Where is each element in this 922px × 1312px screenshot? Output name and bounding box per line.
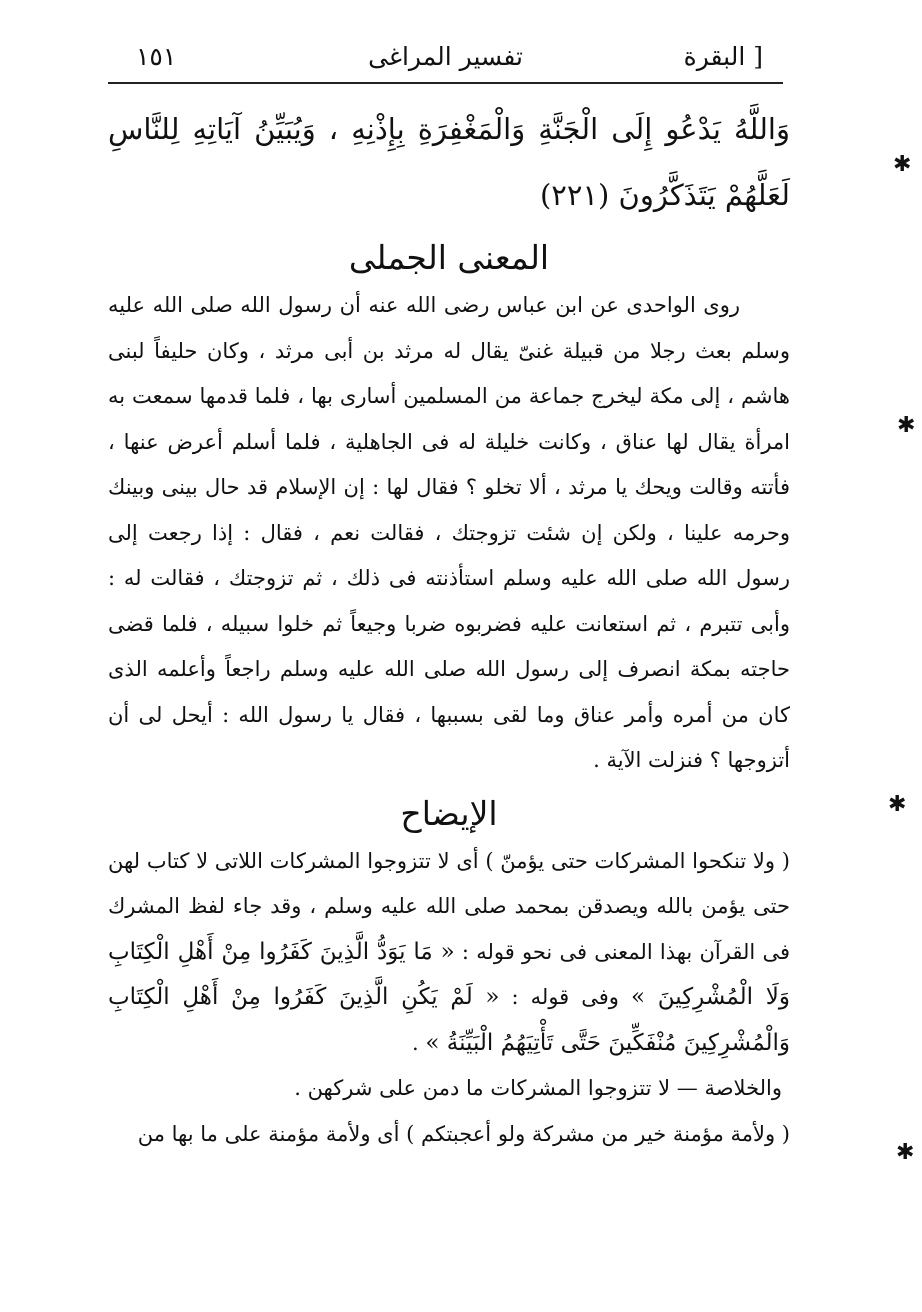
book-title: تفسير المراغى bbox=[368, 42, 523, 71]
explanation-paragraph bbox=[108, 839, 790, 1067]
quran-quote: « مَا يَوَدُّ الَّذِينَ كَفَرُوا مِنْ أَهْلِ الْكِتَابِ وَلَا الْمُشْرِكِينَ » bbox=[108, 938, 790, 1010]
explanation-text: أى لا تتزوجوا المشركات اللاتى لا كتاب لهن حتى يؤمن بالله ويصدقن بمحمد صلى الله عليه وسلم ، وقد جاء لفظ المشرك فى القرآن بهذا المعنى فى نحو قوله : bbox=[108, 848, 790, 964]
margin-mark: ✱ bbox=[888, 792, 907, 817]
page-number: ١٥١ bbox=[136, 42, 177, 71]
narration-paragraph: روى الواحدى عن ابن عباس رضى الله عنه أن رسول الله صلى الله عليه وسلم بعث رجلا من قبيلة غنىّ يقال له مرثد بن أبى مرثد ، وكان حليفاً لبنى هاشم ، إلى مكة ليخرج جماعة من المسلمين أسارى بها ، فلما قدمها سمعت به امرأة يقال لها عناق ، وكانت خليلة له فى الجاهلية ، فلما أسلم أعرض عنها ، فأتته وقالت ويحك يا مرثد ، ألا تخلو ؟ فقال لها : إن الإسلام قد حال بينى وبينك وحرمه علينا ، ولكن إن شئت تزوجتك ، فقالت نعم ، فقال : إذا رجعت إلى رسول الله صلى الله عليه وسلم استأذنته فى ذلك ، ثم تزوجتك ، فقالت له : وأبى تتبرم ، ثم استعانت عليه فضربوه ضربا وجيعاً ثم خلوا سبيله ، فلما قضى حاجته بمكة انصرف إلى رسول الله صلى الله عليه وسلم راجعاً وأعلمه الذى كان من أمره وأمر عناق وما لقى بسببها ، فقال يا رسول الله : أيحل لى أن أتزوجها ؟ فنزلت الآية . bbox=[108, 293, 791, 772]
page-body bbox=[108, 92, 790, 1157]
explanation-paragraph bbox=[108, 1112, 790, 1158]
summary-line: والخلاصة — لا تتزوجوا المشركات ما دمن على شركهن . bbox=[294, 1076, 782, 1100]
explanation-text: . bbox=[412, 1030, 426, 1055]
quran-verse: وَاللَّهُ يَدْعُو إِلَى الْجَنَّةِ وَالْمَغْفِرَةِ بِإِذْنِهِ ، وَيُبَيِّنُ آيَاتِهِ لِلنَّاسِ لَعَلَّهُمْ يَتَذَكَّرُونَ (٢٢١) bbox=[108, 112, 790, 212]
section-heading-general-meaning: المعنى الجملى bbox=[348, 238, 550, 277]
explanation-text: أى ولأمة مؤمنة على ما بها من bbox=[137, 1121, 407, 1146]
margin-mark: ✱ bbox=[897, 413, 916, 438]
section-heading-explanation: الإيضاح bbox=[400, 793, 498, 833]
surah-name: البقرة ] bbox=[683, 42, 763, 71]
margin-mark: ✱ bbox=[893, 152, 912, 177]
running-header bbox=[108, 34, 783, 84]
verse-citation: ( ولأمة مؤمنة خير من مشركة ولو أعجبتكم ) bbox=[406, 1121, 790, 1146]
margin-mark: ✱ bbox=[896, 1140, 915, 1165]
verse-citation: ( ولا تنكحوا المشركات حتى يؤمنّ ) bbox=[485, 848, 790, 873]
explanation-text: وفى قوله : bbox=[499, 985, 631, 1009]
quran-quote: « لَمْ يَكُنِ الَّذِينَ كَفَرُوا مِنْ أَهْلِ الْكِتَابِ وَالْمُشْرِكِينَ مُنْفَكِّينَ حَتَّى تَأْتِيَهُمُ الْبَيِّنَةُ » bbox=[108, 984, 790, 1056]
